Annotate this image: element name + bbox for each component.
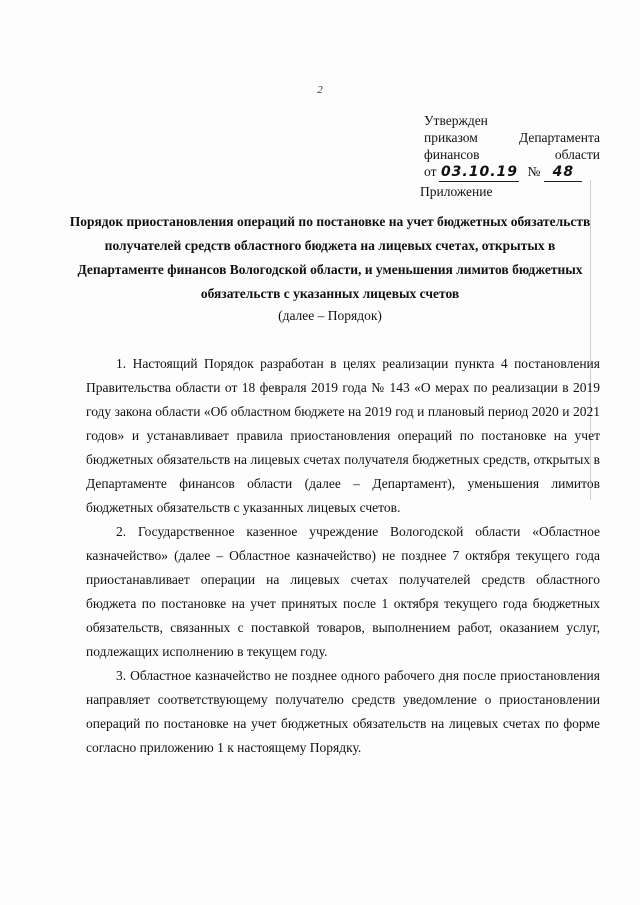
date-number-line	[424, 163, 600, 182]
finance-word: финансов	[424, 147, 480, 162]
approval-block	[420, 112, 600, 200]
order-word: приказом	[424, 130, 478, 145]
appendix-label: Приложение	[420, 184, 493, 199]
order-line	[424, 129, 600, 146]
handwritten-number: 48	[544, 164, 582, 182]
page-number: 2	[317, 84, 323, 96]
document-body	[86, 352, 600, 760]
paragraph-1: 1. Настоящий Порядок разработан в целях реализации пункта 4 постановления Правительства области от 18 февраля 2019 года № 143 «О мерах по реализации в 2019 году закона области «Об областном бюджете на 2019 год и плановый период 2020 и 2021 годов» и устанавливает правила приостановления операций по постановке на учет бюджетных обязательств на лицевых счетах получателя бюджетных средств, открытых в Департаменте финансов области (далее – Департамент), уменьшения лимитов бюджетных обязательств с указанных лицевых счетов.	[86, 356, 600, 515]
paragraph-2: 2. Государственное казенное учреждение Вологодской области «Областное казначейство» (далее – Областное казначейство) не позднее 7 октября текущего года приостанавливает операции на лицевых счетах получателей средств областного бюджета по постановке на учет принятых после 1 октября текущего года бюджетных обязательств, связанных с поставкой товаров, выполнением работ, оказанием услуг, подлежащих исполнению в текущем году.	[86, 524, 600, 659]
department-word: Департамента	[518, 130, 600, 145]
region-word: области	[554, 147, 600, 162]
document-title: Порядок приостановления операций по постановке на учет бюджетных обязательств получателей средств областного бюджета на лицевых счетах, открытых в Департаменте финансов Вологодской области, и уменьшения лимитов бюджетных обязательств с указанных лицевых счетов	[69, 214, 591, 301]
document-subtitle: (далее – Порядок)	[278, 308, 382, 323]
paragraph-3: 3. Областное казначейство не позднее одного рабочего дня после приостановления направляет соответствующему получателю средств уведомление о приостановлении операций по постановке на учет бюджетных обязательств на лицевых счетах по форме согласно приложению 1 к настоящему Порядку.	[86, 668, 600, 755]
number-label: №	[527, 164, 541, 179]
approved-label: Утвержден	[424, 113, 488, 128]
from-label: от	[424, 164, 437, 179]
handwritten-date: 03.10.19	[440, 164, 519, 180]
finance-line	[424, 146, 600, 163]
